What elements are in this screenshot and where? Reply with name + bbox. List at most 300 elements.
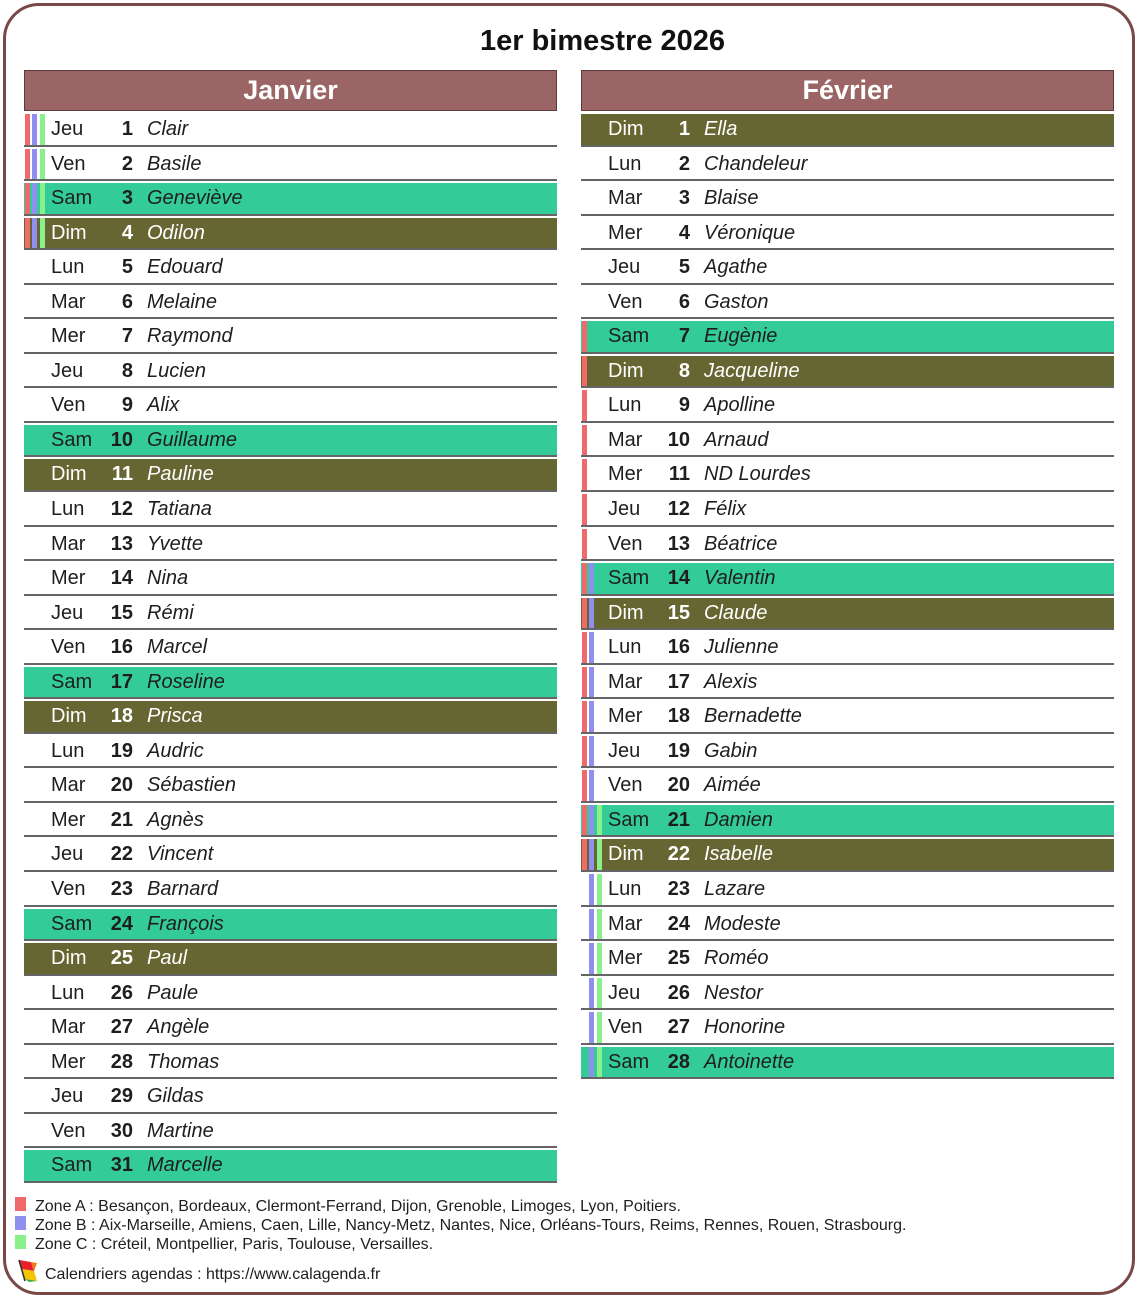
day-row: [24, 1148, 557, 1183]
day-number: 23: [110, 878, 133, 901]
day-row: [581, 803, 1114, 838]
zone-b-holiday-marker: [589, 943, 594, 974]
saint-name: Gildas: [147, 1085, 204, 1108]
zone-a-holiday-marker: [582, 390, 587, 421]
zone-b-holiday-marker: [589, 770, 594, 801]
day-of-week: Lun: [51, 981, 85, 1004]
day-row: [24, 354, 557, 389]
legend-text: Zone A : Besançon, Bordeaux, Clermont-Ferrand, Dijon, Grenoble, Limoges, Lyon, Poitiers.: [35, 1198, 681, 1215]
day-number: 23: [667, 878, 690, 901]
zone-a-holiday-marker: [25, 114, 30, 145]
day-number: 2: [121, 152, 133, 175]
zone-c-holiday-marker: [597, 874, 602, 905]
zone-c-holiday-marker: [597, 1012, 602, 1043]
zone-a-holiday-marker: [582, 839, 587, 870]
zone-b-holiday-marker: [589, 598, 594, 629]
saint-name: Ella: [704, 118, 738, 140]
zone-b-holiday-marker: [32, 149, 37, 180]
day-number: 10: [667, 428, 690, 451]
saint-name: Alix: [147, 394, 180, 417]
day-row: [24, 423, 557, 458]
zone-a-holiday-marker: [582, 701, 587, 732]
zone-a-holiday-marker: [582, 736, 587, 767]
zone-b-holiday-marker: [589, 1012, 594, 1043]
zone-a-holiday-marker: [582, 563, 587, 594]
day-of-week: Dim: [51, 705, 87, 728]
zone-a-holiday-marker: [582, 321, 587, 352]
day-row: [581, 319, 1114, 354]
day-of-week: Jeu: [51, 359, 84, 382]
day-of-week: Lun: [51, 256, 85, 279]
day-row: [24, 803, 557, 838]
day-number: 12: [667, 498, 690, 521]
day-row: [24, 1010, 557, 1045]
saint-name: Béatrice: [704, 532, 778, 555]
saint-name: Geneviève: [147, 187, 243, 210]
day-of-week: Jeu: [608, 981, 641, 1004]
day-of-week: Mar: [608, 912, 643, 935]
saint-name: Prisca: [147, 705, 203, 728]
day-of-week: Lun: [608, 636, 642, 659]
day-row: [581, 837, 1114, 872]
day-number: 27: [667, 1016, 690, 1039]
day-row: [24, 665, 557, 700]
day-number: 8: [678, 359, 690, 382]
zone-a-color-swatch: [15, 1197, 26, 1211]
day-row: [581, 907, 1114, 942]
saint-name: Barnard: [147, 878, 219, 901]
day-of-week: Mar: [51, 774, 86, 797]
day-number: 22: [667, 843, 690, 866]
day-of-week: Mer: [608, 221, 643, 244]
day-row: [24, 250, 557, 285]
legend-text: Zone C : Créteil, Montpellier, Paris, Toulouse, Versailles.: [35, 1236, 434, 1253]
day-row: [581, 492, 1114, 527]
saint-name: Sébastien: [147, 774, 236, 797]
day-of-week: Dim: [51, 463, 87, 486]
zone-b-holiday-marker: [589, 1047, 594, 1078]
day-number: 25: [110, 947, 133, 970]
saint-name: Marcel: [147, 636, 208, 659]
zone-c-holiday-marker: [40, 218, 45, 249]
saint-name: Vincent: [147, 843, 214, 866]
saint-name: Antoinette: [704, 1050, 795, 1073]
day-number: 4: [678, 221, 690, 244]
month-column-february: [581, 70, 1114, 1079]
zone-b-holiday-marker: [589, 667, 594, 698]
day-number: 27: [110, 1016, 133, 1039]
saint-name: Apolline: [704, 394, 776, 417]
saint-name: Lucien: [147, 359, 206, 382]
day-row: [581, 768, 1114, 803]
saint-name: François: [147, 912, 224, 935]
day-number: 29: [110, 1085, 133, 1108]
zone-a-holiday-marker: [25, 183, 30, 214]
saint-name: Gaston: [704, 290, 769, 313]
saint-name: Rémi: [147, 601, 194, 624]
zone-c-holiday-marker: [597, 839, 602, 870]
day-of-week: Lun: [608, 878, 642, 901]
day-number: 15: [110, 601, 133, 624]
day-of-week: Mar: [608, 187, 643, 210]
saint-name: Odilon: [147, 221, 205, 244]
zone-a-holiday-marker: [25, 149, 30, 180]
day-of-week: Ven: [608, 290, 643, 313]
saint-name: Thomas: [147, 1050, 220, 1073]
day-of-week: Sam: [51, 912, 93, 935]
saint-name: Angèle: [147, 1016, 210, 1039]
day-of-week: Lun: [608, 394, 642, 417]
saint-name: Paule: [147, 981, 199, 1004]
day-number: 21: [667, 808, 690, 831]
day-row: [24, 768, 557, 803]
day-number: 21: [110, 808, 133, 831]
day-of-week: Ven: [51, 152, 86, 175]
day-number: 28: [110, 1050, 133, 1073]
day-row: [581, 561, 1114, 596]
day-number: 16: [667, 636, 690, 659]
day-number: 3: [121, 187, 133, 210]
saint-name: Claude: [704, 601, 768, 624]
day-row: [24, 734, 557, 769]
zone-b-holiday-marker: [589, 978, 594, 1009]
day-of-week: Mar: [51, 290, 86, 313]
day-number: 16: [110, 636, 133, 659]
zone-a-holiday-marker: [582, 356, 587, 387]
school-holiday-legend: [15, 1197, 1125, 1254]
day-number: 1: [121, 118, 133, 140]
saint-name: Véronique: [704, 221, 796, 244]
day-of-week: Ven: [608, 532, 643, 555]
zone-c-color-swatch: [15, 1235, 26, 1249]
day-number: 7: [121, 325, 133, 348]
day-row: [24, 1045, 557, 1080]
day-of-week: Ven: [51, 636, 86, 659]
day-of-week: Dim: [608, 118, 644, 140]
day-number: 25: [667, 947, 690, 970]
day-number: 20: [667, 774, 690, 797]
zone-b-holiday-marker: [589, 736, 594, 767]
day-of-week: Jeu: [608, 739, 641, 762]
day-row: [24, 112, 557, 147]
day-of-week: Dim: [51, 221, 87, 244]
day-row: [24, 872, 557, 907]
zone-a-holiday-marker: [582, 494, 587, 525]
day-of-week: Mar: [608, 428, 643, 451]
day-of-week: Mer: [51, 1050, 86, 1073]
day-number: 18: [667, 705, 690, 728]
day-number: 7: [678, 325, 690, 348]
day-of-week: Mar: [608, 670, 643, 693]
day-list: [581, 112, 1114, 1079]
day-row: [24, 388, 557, 423]
day-number: 9: [121, 394, 133, 417]
saint-name: Gabin: [704, 739, 758, 762]
day-of-week: Jeu: [51, 601, 84, 624]
zone-b-holiday-marker: [589, 805, 594, 836]
day-of-week: Sam: [51, 187, 93, 210]
saint-name: Raymond: [147, 325, 233, 348]
day-row: [581, 388, 1114, 423]
zone-c-holiday-marker: [40, 114, 45, 145]
day-number: 26: [667, 981, 690, 1004]
day-of-week: Jeu: [51, 1085, 84, 1108]
day-row: [24, 492, 557, 527]
month-column-january: [24, 70, 557, 1183]
day-number: 14: [667, 567, 690, 590]
day-of-week: Mer: [51, 567, 86, 590]
day-number: 5: [678, 256, 690, 279]
day-row: [24, 147, 557, 182]
day-row: [24, 561, 557, 596]
page-title: 1er bimestre 2026: [479, 25, 726, 57]
zone-c-holiday-marker: [40, 149, 45, 180]
day-number: 6: [678, 290, 690, 313]
saint-name: Agathe: [704, 256, 768, 279]
saint-name: Aimée: [704, 774, 761, 797]
saint-name: Guillaume: [147, 428, 238, 451]
day-of-week: Mar: [51, 1016, 86, 1039]
day-number: 19: [667, 739, 690, 762]
day-row: [581, 354, 1114, 389]
zone-a-holiday-marker: [582, 425, 587, 456]
day-row: [581, 285, 1114, 320]
day-number: 4: [121, 221, 133, 244]
zone-a-holiday-marker: [582, 770, 587, 801]
saint-name: Marcelle: [147, 1154, 223, 1177]
zone-a-holiday-marker: [582, 805, 587, 836]
legend-text: Zone B : Aix-Marseille, Amiens, Caen, Lille, Nancy-Metz, Nantes, Nice, Orléans-Tours, Reims, Rennes, Rouen, Strasbourg.: [35, 1217, 907, 1234]
day-of-week: Dim: [608, 359, 644, 382]
day-row: [24, 457, 557, 492]
zone-a-holiday-marker: [25, 218, 30, 249]
saint-name: Martine: [147, 1119, 214, 1142]
day-row: [581, 941, 1114, 976]
day-list: [24, 112, 557, 1183]
day-of-week: Mer: [51, 325, 86, 348]
saint-name: Julienne: [704, 636, 779, 659]
zone-b-holiday-marker: [589, 839, 594, 870]
day-row: [581, 181, 1114, 216]
saint-name: Basile: [147, 152, 202, 175]
day-number: 15: [667, 601, 690, 624]
day-of-week: Mer: [608, 463, 643, 486]
zone-c-holiday-marker: [597, 943, 602, 974]
day-row: [581, 112, 1114, 147]
zone-b-holiday-marker: [589, 563, 594, 594]
saint-name: Melaine: [147, 290, 218, 313]
saint-name: Alexis: [704, 670, 758, 693]
day-number: 8: [121, 359, 133, 382]
day-number: 18: [110, 705, 133, 728]
saint-name: Honorine: [704, 1016, 786, 1039]
day-of-week: Sam: [608, 325, 650, 348]
day-row: [24, 1079, 557, 1114]
zone-c-holiday-marker: [597, 805, 602, 836]
saint-name: Clair: [147, 118, 189, 140]
saint-name: Edouard: [147, 256, 223, 279]
day-row: [24, 837, 557, 872]
month-header: Janvier: [24, 70, 557, 111]
day-number: 28: [667, 1050, 690, 1073]
day-number: 30: [110, 1119, 133, 1142]
saint-name: Roméo: [704, 947, 769, 970]
day-number: 12: [110, 498, 133, 521]
day-row: [581, 147, 1114, 182]
saint-name: Nestor: [704, 981, 763, 1004]
zone-a-holiday-marker: [582, 667, 587, 698]
saint-name: Blaise: [704, 187, 759, 210]
day-of-week: Ven: [608, 1016, 643, 1039]
day-of-week: Ven: [51, 394, 86, 417]
day-row: [581, 976, 1114, 1011]
day-row: [581, 527, 1114, 562]
day-number: 3: [678, 187, 690, 210]
day-number: 31: [110, 1154, 133, 1177]
saint-name: Isabelle: [704, 843, 773, 866]
day-number: 17: [667, 670, 690, 693]
day-of-week: Jeu: [51, 843, 84, 866]
saint-name: Modeste: [704, 912, 781, 935]
saint-name: Paul: [147, 947, 188, 970]
zone-b-holiday-marker: [32, 183, 37, 214]
day-number: 22: [110, 843, 133, 866]
day-of-week: Sam: [608, 808, 650, 831]
saint-name: Nina: [147, 567, 189, 590]
day-number: 14: [110, 567, 133, 590]
saint-name: ND Lourdes: [704, 463, 811, 486]
saint-name: Pauline: [147, 463, 214, 486]
saint-name: Félix: [704, 498, 747, 521]
zone-b-color-swatch: [15, 1216, 26, 1230]
day-row: [24, 976, 557, 1011]
day-row: [24, 630, 557, 665]
calagenda-logo-icon: [17, 1259, 39, 1283]
legend-item-zone-a: [15, 1197, 1125, 1216]
saint-name: Agnès: [147, 808, 204, 831]
zone-a-holiday-marker: [582, 598, 587, 629]
day-of-week: Ven: [608, 774, 643, 797]
day-of-week: Mer: [51, 808, 86, 831]
day-number: 24: [110, 912, 133, 935]
day-number: 5: [121, 256, 133, 279]
day-of-week: Mar: [51, 532, 86, 555]
day-row: [581, 699, 1114, 734]
legend-item-zone-b: [15, 1216, 1125, 1235]
day-of-week: Dim: [51, 947, 87, 970]
day-row: [581, 216, 1114, 251]
day-row: [581, 630, 1114, 665]
saint-name: Roseline: [147, 670, 225, 693]
zone-a-holiday-marker: [582, 529, 587, 560]
zone-c-holiday-marker: [40, 183, 45, 214]
saint-name: Tatiana: [147, 498, 212, 521]
day-number: 17: [110, 670, 133, 693]
day-row: [24, 181, 557, 216]
day-number: 11: [111, 463, 133, 486]
day-number: 24: [667, 912, 690, 935]
saint-name: Damien: [704, 808, 773, 831]
day-of-week: Sam: [608, 1050, 650, 1073]
day-number: 13: [110, 532, 133, 555]
day-number: 1: [678, 118, 690, 140]
zone-c-holiday-marker: [597, 978, 602, 1009]
day-of-week: Lun: [608, 152, 642, 175]
zone-c-holiday-marker: [597, 1047, 602, 1078]
day-of-week: Ven: [51, 878, 86, 901]
day-row: [24, 941, 557, 976]
zone-a-holiday-marker: [582, 632, 587, 663]
zone-b-holiday-marker: [589, 632, 594, 663]
day-number: 2: [678, 152, 690, 175]
zone-b-holiday-marker: [589, 909, 594, 940]
day-of-week: Lun: [51, 739, 85, 762]
day-row: [581, 872, 1114, 907]
day-of-week: Mer: [608, 947, 643, 970]
saint-name: Jacqueline: [704, 359, 800, 382]
day-of-week: Lun: [51, 498, 85, 521]
zone-a-holiday-marker: [582, 459, 587, 490]
day-row: [24, 216, 557, 251]
saint-name: Yvette: [147, 532, 203, 555]
day-of-week: Dim: [608, 601, 644, 624]
day-number: 9: [678, 394, 690, 417]
day-row: [581, 250, 1114, 285]
saint-name: Arnaud: [704, 428, 769, 451]
month-header: Février: [581, 70, 1114, 111]
zone-b-holiday-marker: [32, 218, 37, 249]
saint-name: Chandeleur: [704, 152, 808, 175]
day-of-week: Jeu: [51, 118, 84, 140]
zone-b-holiday-marker: [589, 874, 594, 905]
day-of-week: Sam: [608, 567, 650, 590]
zone-c-holiday-marker: [597, 909, 602, 940]
day-row: [581, 734, 1114, 769]
day-of-week: Sam: [51, 1154, 93, 1177]
legend-item-zone-c: [15, 1235, 1125, 1254]
zone-b-holiday-marker: [589, 701, 594, 732]
day-number: 11: [668, 463, 690, 486]
day-number: 13: [667, 532, 690, 555]
day-of-week: Ven: [51, 1119, 86, 1142]
saint-name: Bernadette: [704, 705, 802, 728]
day-number: 19: [110, 739, 133, 762]
day-row: [581, 1045, 1114, 1080]
day-of-week: Sam: [51, 670, 93, 693]
saint-name: Valentin: [704, 567, 776, 590]
day-row: [581, 423, 1114, 458]
saint-name: Audric: [147, 739, 204, 762]
day-row: [581, 457, 1114, 492]
zone-b-holiday-marker: [32, 114, 37, 145]
day-number: 6: [121, 290, 133, 313]
saint-name: Lazare: [704, 878, 766, 901]
day-row: [581, 665, 1114, 700]
day-row: [24, 907, 557, 942]
day-of-week: Mer: [608, 705, 643, 728]
day-number: 10: [110, 428, 133, 451]
day-row: [24, 319, 557, 354]
day-of-week: Dim: [608, 843, 644, 866]
footer: [17, 1259, 617, 1285]
day-row: [24, 1114, 557, 1149]
day-row: [24, 285, 557, 320]
day-number: 26: [110, 981, 133, 1004]
saint-name: Eugènie: [704, 325, 778, 348]
day-row: [24, 527, 557, 562]
day-row: [581, 1010, 1114, 1045]
day-row: [24, 596, 557, 631]
